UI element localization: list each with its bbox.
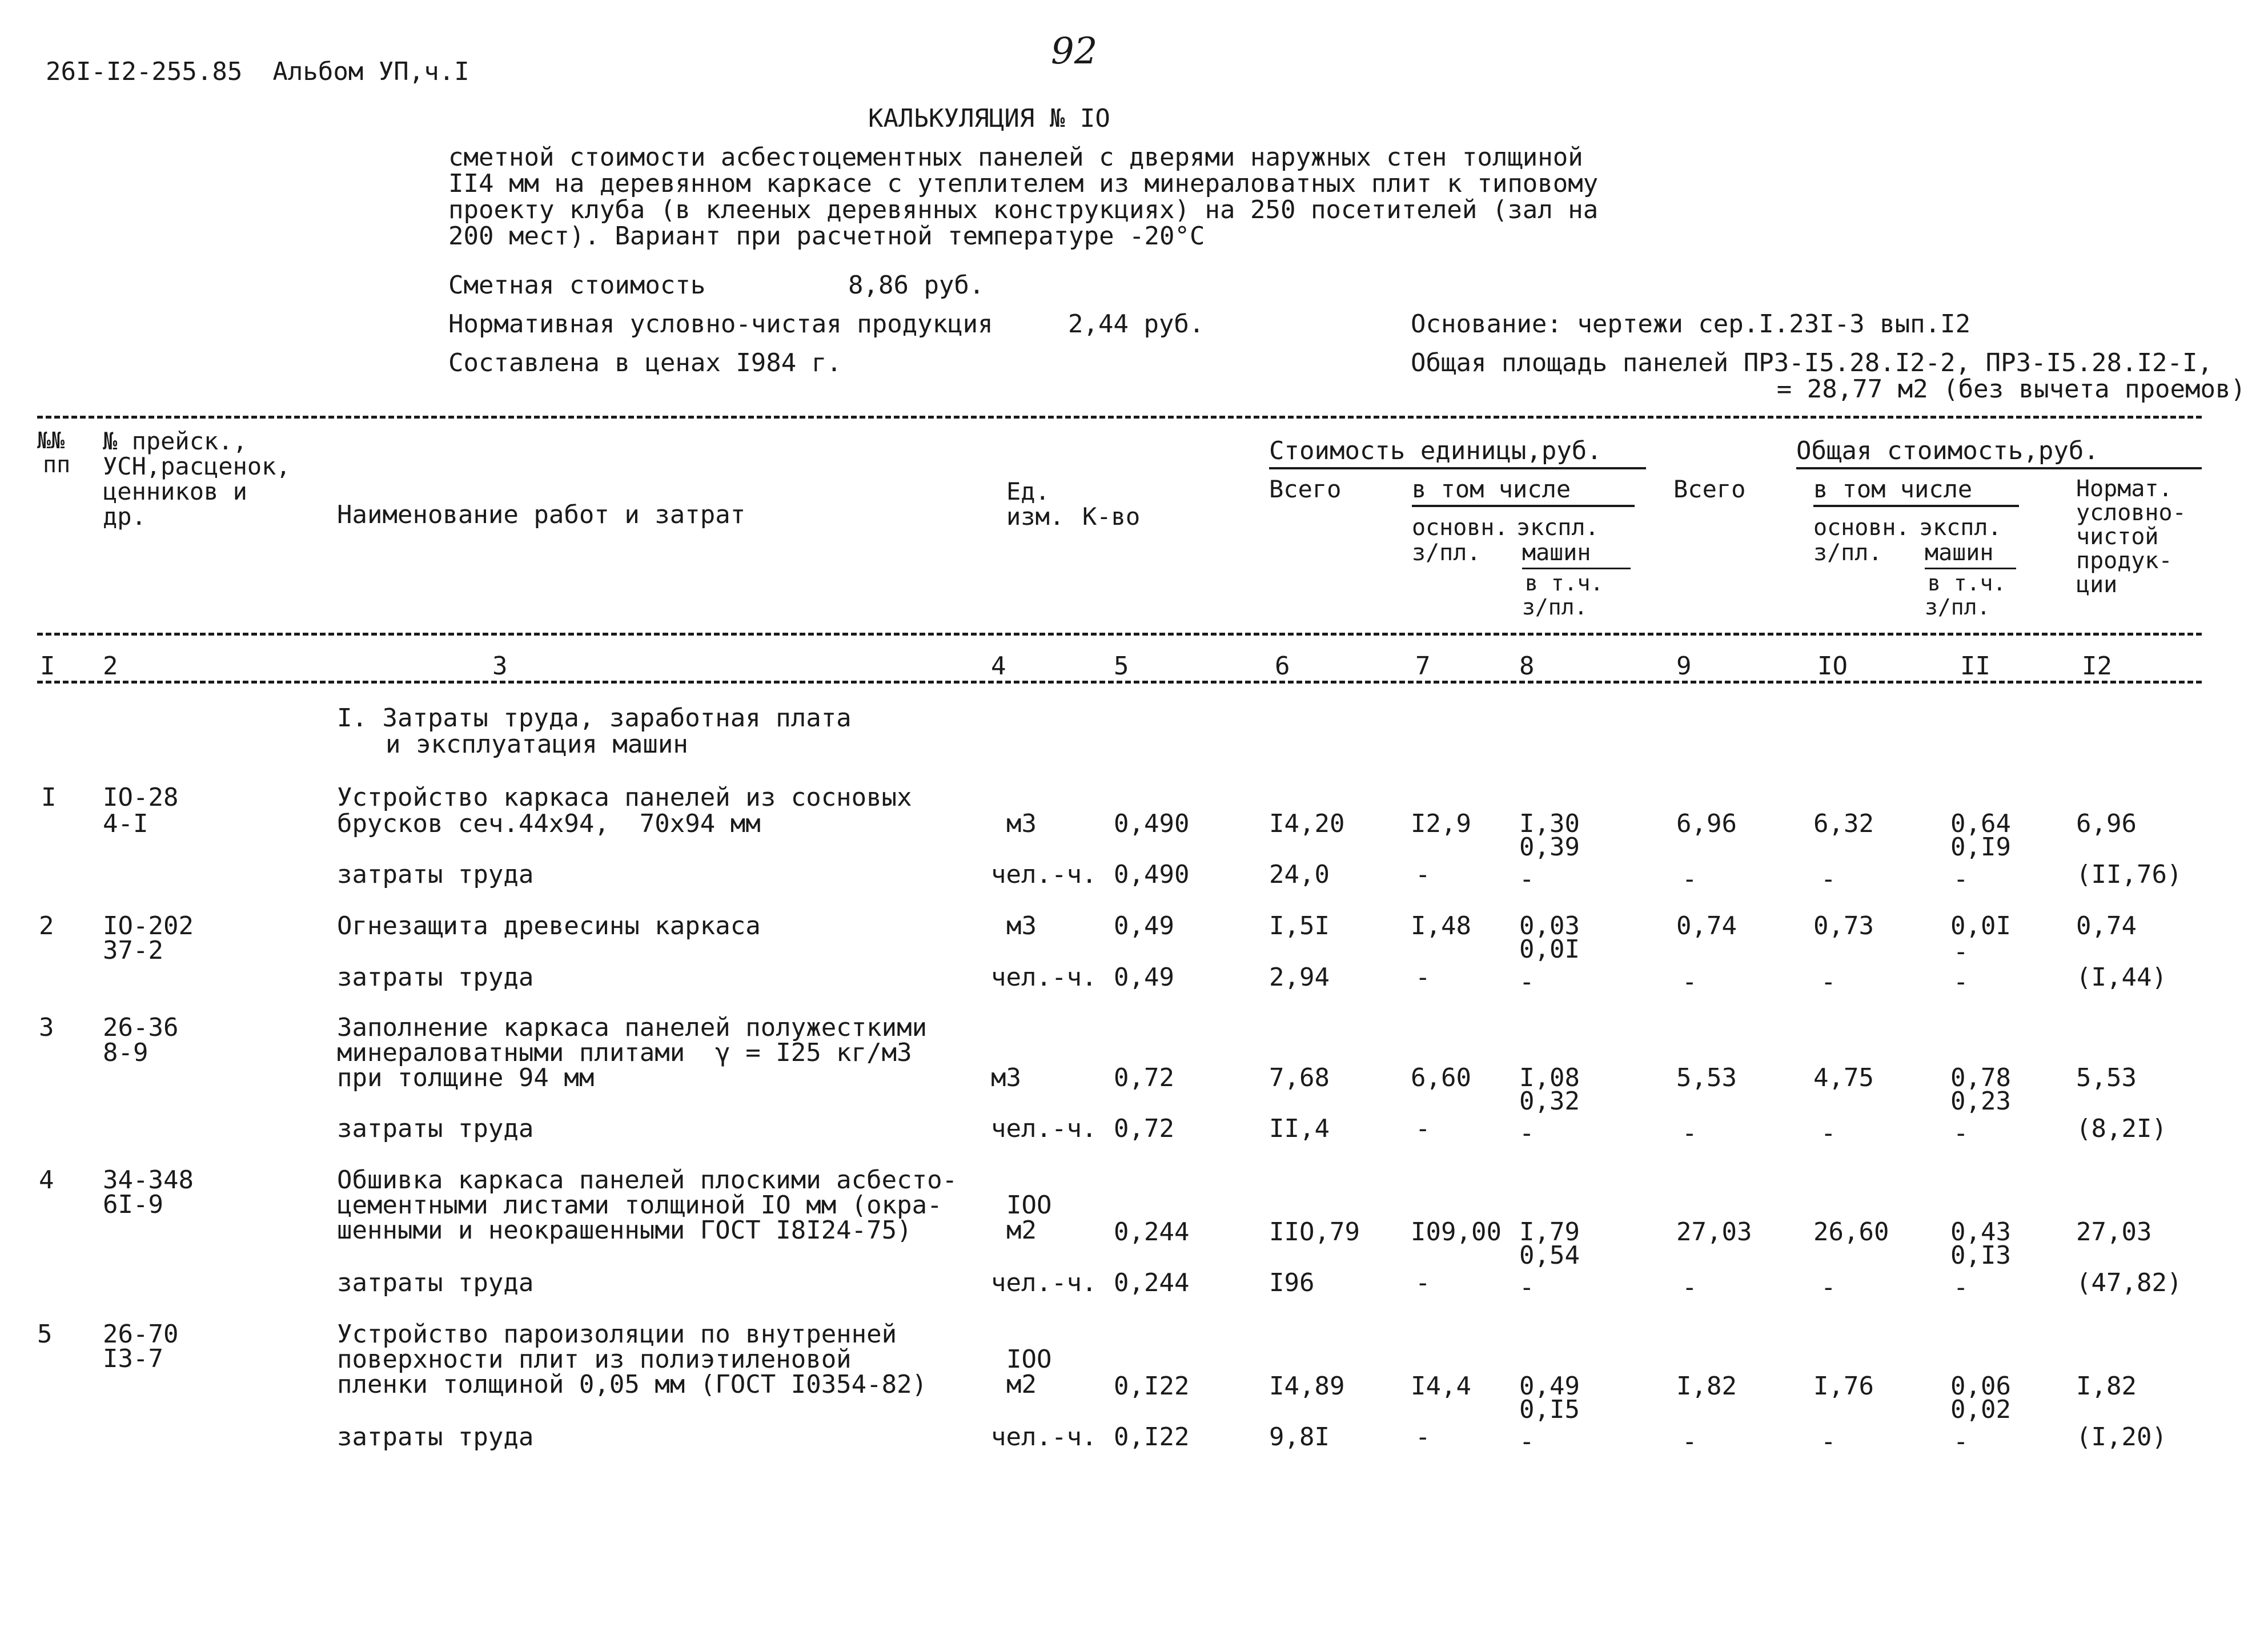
total-cost: 5,53 — [1676, 1063, 1737, 1092]
row-number: 2 — [39, 911, 54, 940]
labor-unit-cost: II,4 — [1269, 1114, 1330, 1143]
labor-label: затраты труда — [337, 1114, 534, 1143]
labor-unit: чел.-ч. — [991, 1114, 1097, 1143]
unit-incl-wage-header: з/пл. — [1522, 594, 1588, 620]
labor-dash: - — [1953, 1427, 1969, 1456]
total-basic-wage-header: з/пл. — [1813, 540, 1882, 566]
quantity: 0,244 — [1114, 1217, 1190, 1247]
column-number: 6 — [1275, 652, 1290, 681]
unit-cost-machine: I,30 — [1519, 809, 1580, 838]
norm-net-header: Нормат. — [2076, 476, 2173, 502]
sub-underline — [1925, 568, 2016, 569]
quantity: 0,I22 — [1114, 1372, 1190, 1401]
page-title: КАЛЬКУЛЯЦИЯ № IO — [868, 104, 1110, 133]
column-number-border — [37, 681, 2202, 684]
labor-dash: - — [1953, 865, 1969, 894]
unit-multiplier: IOO — [1006, 1345, 1052, 1374]
col-header-unit: Ед. — [1006, 477, 1050, 505]
group-underline — [1813, 505, 2019, 507]
labor-normative: (I,44) — [2076, 963, 2167, 992]
unit-machine-header: машин — [1522, 540, 1591, 566]
column-number: II — [1960, 652, 1990, 681]
column-number: 3 — [492, 652, 508, 681]
labor-dash: - — [1519, 1119, 1535, 1148]
labor-unit: чел.-ч. — [991, 860, 1097, 889]
labor-dash: - — [1415, 860, 1431, 889]
total-cost-machine-wage: - — [1953, 937, 1969, 966]
labor-label: затраты труда — [337, 963, 534, 992]
labor-unit: чел.-ч. — [991, 1422, 1097, 1452]
total-sum-header: Всего — [1673, 475, 1746, 503]
labor-quantity: 0,72 — [1114, 1114, 1174, 1143]
total-incl-wage-header: з/пл. — [1925, 594, 1990, 620]
labor-dash: - — [1415, 1268, 1431, 1297]
unit-cost-total: 7,68 — [1269, 1063, 1330, 1092]
total-cost-machine-wage: 0,I3 — [1950, 1241, 2011, 1270]
total-cost-machine: 0,0I — [1950, 911, 2011, 940]
total-cost-machine-wage: 0,23 — [1950, 1087, 2011, 1116]
row-code: I3-7 — [103, 1344, 163, 1373]
unit-basic-wage-header: основн. — [1412, 515, 1508, 541]
work-name: Обшивка каркаса панелей плоскими асбесто- — [337, 1165, 958, 1195]
norm-net-header: ции — [2076, 572, 2118, 598]
row-number: I — [41, 783, 57, 812]
labor-quantity: 0,49 — [1114, 963, 1174, 992]
unit: м3 — [991, 1063, 1021, 1092]
total-cost: 6,96 — [1676, 809, 1737, 838]
total-cost: I,82 — [1676, 1372, 1737, 1401]
labor-dash: - — [1682, 1273, 1697, 1302]
column-number: 7 — [1415, 652, 1431, 681]
norm-net-header: чистой — [2076, 524, 2159, 550]
labor-dash: - — [1821, 1119, 1836, 1148]
labor-unit-cost: 24,0 — [1269, 860, 1330, 889]
unit: м2 — [1006, 1216, 1037, 1245]
labor-normative: (47,82) — [2076, 1268, 2182, 1297]
column-number: 8 — [1519, 652, 1535, 681]
unit: м3 — [1006, 911, 1037, 940]
normative-product: 0,74 — [2076, 911, 2137, 940]
unit-cost-machine-wage: 0,0I — [1519, 935, 1580, 964]
description-line: II4 мм на деревянном каркасе с утеплителем из минераловатных плит к типовому — [448, 169, 1599, 198]
sub-underline — [1522, 568, 1631, 569]
normative-product: 6,96 — [2076, 809, 2137, 838]
labor-normative: (8,2I) — [2076, 1114, 2167, 1143]
group-underline — [1796, 467, 2202, 469]
column-number: I2 — [2082, 652, 2112, 681]
work-name: Устройство пароизоляции по внутренней — [337, 1320, 897, 1349]
column-number: 4 — [991, 652, 1006, 681]
col-header-qty: К-во — [1082, 503, 1141, 530]
group-underline — [1269, 467, 1646, 469]
section-title: I. Затраты труда, заработная плата — [337, 704, 852, 733]
estimated-cost-label: Сметная стоимость — [448, 271, 706, 300]
total-cost-group-header: Общая стоимость,руб. — [1796, 436, 2099, 465]
row-code: 26-36 — [103, 1013, 179, 1042]
panel-area-line: Общая площадь панелей ПРЗ-I5.28.I2-2, ПРЗ-I5.28.I2-I, — [1411, 348, 2213, 377]
labor-dash: - — [1682, 967, 1697, 996]
labor-dash: - — [1519, 865, 1535, 894]
unit-cost-machine: 0,03 — [1519, 911, 1580, 940]
total-cost-wage: 26,60 — [1813, 1217, 1889, 1247]
labor-quantity: 0,490 — [1114, 860, 1190, 889]
total-basic-wage-header: основн. — [1813, 515, 1910, 541]
quantity: 0,49 — [1114, 911, 1174, 940]
column-number: I — [40, 652, 55, 681]
column-number: 5 — [1114, 652, 1129, 681]
work-name: Огнезащита древесины каркаса — [337, 911, 761, 940]
group-underline — [1412, 505, 1635, 507]
labor-unit-cost: 9,8I — [1269, 1422, 1330, 1452]
labor-normative: (I,20) — [2076, 1422, 2167, 1452]
normative-product: 5,53 — [2076, 1063, 2137, 1092]
labor-normative: (II,76) — [2076, 860, 2182, 889]
description-line: проекту клуба (в клееных деревянных конструкциях) на 250 посетителей (зал на — [448, 195, 1599, 224]
col-header-code: др. — [103, 503, 146, 530]
labor-unit: чел.-ч. — [991, 963, 1097, 992]
total-cost-wage: 0,73 — [1813, 911, 1874, 940]
row-code: 37-2 — [103, 936, 163, 965]
norm-net-header: продук- — [2076, 548, 2173, 574]
col-header-unit: изм. — [1006, 503, 1065, 530]
labor-dash: - — [1953, 1273, 1969, 1302]
col-header-code: № прейск., — [103, 427, 247, 455]
total-cost-wage: I,76 — [1813, 1372, 1874, 1401]
column-number: IO — [1817, 652, 1848, 681]
total-cost-machine-wage: 0,I9 — [1950, 833, 2011, 862]
row-code: IO-202 — [103, 911, 194, 940]
labor-dash: - — [1953, 967, 1969, 996]
work-name: шенными и неокрашенными ГОСТ I8I24-75) — [337, 1216, 912, 1245]
unit-total-header: Всего — [1269, 475, 1342, 503]
unit-basic-wage-header: з/пл. — [1412, 540, 1481, 566]
prices-year: Составлена в ценах I984 г. — [448, 348, 842, 377]
total-machine-header: экспл. — [1919, 515, 2002, 541]
row-code: 8-9 — [103, 1038, 148, 1067]
total-cost-machine: 0,06 — [1950, 1372, 2011, 1401]
total-cost: 0,74 — [1676, 911, 1737, 940]
unit-cost-machine-wage: 0,32 — [1519, 1087, 1580, 1116]
unit-machine-header: экспл. — [1516, 515, 1599, 541]
basis-reference: Основание: чертежи сер.I.23I-3 вып.I2 — [1411, 310, 1971, 339]
page-number: 92 — [1051, 30, 1098, 73]
quantity: 0,72 — [1114, 1063, 1174, 1092]
labor-dash: - — [1821, 967, 1836, 996]
row-code: 26-70 — [103, 1320, 179, 1349]
labor-dash: - — [1519, 967, 1535, 996]
labor-dash: - — [1415, 1422, 1431, 1452]
row-number: 4 — [39, 1165, 54, 1195]
unit-cost-wage: I2,9 — [1411, 809, 1471, 838]
row-code: IO-28 — [103, 783, 179, 812]
labor-label: затраты труда — [337, 1422, 534, 1452]
unit-cost-total: I4,89 — [1269, 1372, 1345, 1401]
total-cost-machine-wage: 0,02 — [1950, 1395, 2011, 1424]
col-header-num: пп — [43, 452, 71, 478]
unit-cost-machine-wage: 0,54 — [1519, 1241, 1580, 1270]
document-code: 26I-I2-255.85 Альбом УП,ч.I — [46, 57, 469, 86]
estimated-cost-value: 8,86 руб. — [848, 271, 985, 300]
labor-dash: - — [1519, 1427, 1535, 1456]
labor-label: затраты труда — [337, 860, 534, 889]
unit-cost-total: I4,20 — [1269, 809, 1345, 838]
row-code: 4-I — [103, 809, 148, 838]
total-cost-machine: 0,64 — [1950, 809, 2011, 838]
labor-dash: - — [1682, 1427, 1697, 1456]
labor-dash: - — [1682, 1119, 1697, 1148]
labor-unit: чел.-ч. — [991, 1268, 1097, 1297]
total-cost-machine: 0,78 — [1950, 1063, 2011, 1092]
labor-dash: - — [1821, 1273, 1836, 1302]
header-bottom-border — [37, 633, 2202, 636]
col-header-code: УСН,расценок, — [103, 452, 291, 480]
section-title: и эксплуатация машин — [386, 730, 688, 759]
norm-net-header: условно- — [2076, 500, 2186, 526]
unit-incl-wage-header: в т.ч. — [1525, 570, 1604, 596]
labor-dash: - — [1821, 865, 1836, 894]
unit-cost-wage: 6,60 — [1411, 1063, 1471, 1092]
col-header-name: Наименование работ и затрат — [337, 500, 746, 529]
work-name: поверхности плит из полиэтиленовой — [337, 1345, 852, 1374]
row-code: 6I-9 — [103, 1190, 163, 1219]
labor-dash: - — [1415, 963, 1431, 992]
unit-cost-wage: I09,00 — [1411, 1217, 1502, 1247]
total-incl-header: в том числе — [1813, 475, 1973, 503]
labor-quantity: 0,244 — [1114, 1268, 1190, 1297]
labor-dash: - — [1682, 865, 1697, 894]
labor-dash: - — [1415, 1114, 1431, 1143]
labor-unit-cost: I96 — [1269, 1268, 1315, 1297]
work-name: брусков сеч.44х94, 70х94 мм — [337, 809, 761, 838]
work-name: Заполнение каркаса панелей полужесткими — [337, 1013, 928, 1042]
unit-cost-machine: I,08 — [1519, 1063, 1580, 1092]
normative-product-label: Нормативная условно-чистая продукция — [448, 310, 993, 339]
normative-product: I,82 — [2076, 1372, 2137, 1401]
unit-cost-wage: I,48 — [1411, 911, 1471, 940]
column-number: 9 — [1676, 652, 1692, 681]
labor-dash: - — [1519, 1273, 1535, 1302]
quantity: 0,490 — [1114, 809, 1190, 838]
work-name: минераловатными плитами γ = I25 кг/м3 — [337, 1038, 912, 1067]
total-cost-wage: 4,75 — [1813, 1063, 1874, 1092]
column-number: 2 — [103, 652, 118, 681]
unit-cost-machine: I,79 — [1519, 1217, 1580, 1247]
col-header-num: №№ — [37, 428, 65, 454]
unit-cost-wage: I4,4 — [1411, 1372, 1471, 1401]
total-incl-wage-header: в т.ч. — [1928, 570, 2006, 596]
unit-cost-group-header: Стоимость единицы,руб. — [1269, 436, 1602, 465]
row-number: 3 — [39, 1013, 54, 1042]
labor-unit-cost: 2,94 — [1269, 963, 1330, 992]
total-cost-machine: 0,43 — [1950, 1217, 2011, 1247]
total-machine-header: машин — [1925, 540, 1994, 566]
normative-product: 27,03 — [2076, 1217, 2152, 1247]
unit-cost-total: IIO,79 — [1269, 1217, 1360, 1247]
col-header-code: ценников и — [103, 477, 247, 505]
labor-dash: - — [1953, 1119, 1969, 1148]
unit-cost-machine-wage: 0,I5 — [1519, 1395, 1580, 1424]
unit-cost-machine-wage: 0,39 — [1519, 833, 1580, 862]
work-name: при толщине 94 мм — [337, 1063, 595, 1092]
unit: м2 — [1006, 1370, 1037, 1399]
row-code: 34-348 — [103, 1165, 194, 1195]
work-name: цементными листами толщиной IO мм (окра- — [337, 1191, 942, 1220]
normative-product-value: 2,44 руб. — [1068, 310, 1205, 339]
row-number: 5 — [37, 1320, 53, 1349]
table-top-border — [37, 416, 2202, 419]
description-line: 200 мест). Вариант при расчетной температуре -20°C — [448, 222, 1205, 251]
panel-area-value: = 28,77 м2 (без вычета проемов) — [1776, 375, 2246, 404]
unit-incl-header: в том числе — [1412, 475, 1571, 503]
total-cost: 27,03 — [1676, 1217, 1752, 1247]
labor-label: затраты труда — [337, 1268, 534, 1297]
unit-cost-total: I,5I — [1269, 911, 1330, 940]
unit: м3 — [1006, 809, 1037, 838]
description-line: сметной стоимости асбестоцементных панелей с дверями наружных стен толщиной — [448, 143, 1583, 172]
labor-dash: - — [1821, 1427, 1836, 1456]
unit-multiplier: IOO — [1006, 1191, 1052, 1220]
total-cost-wage: 6,32 — [1813, 809, 1874, 838]
labor-quantity: 0,I22 — [1114, 1422, 1190, 1452]
unit-cost-machine: 0,49 — [1519, 1372, 1580, 1401]
work-name: Устройство каркаса панелей из сосновых — [337, 783, 912, 812]
work-name: пленки толщиной 0,05 мм (ГОСТ I0354-82) — [337, 1370, 928, 1399]
